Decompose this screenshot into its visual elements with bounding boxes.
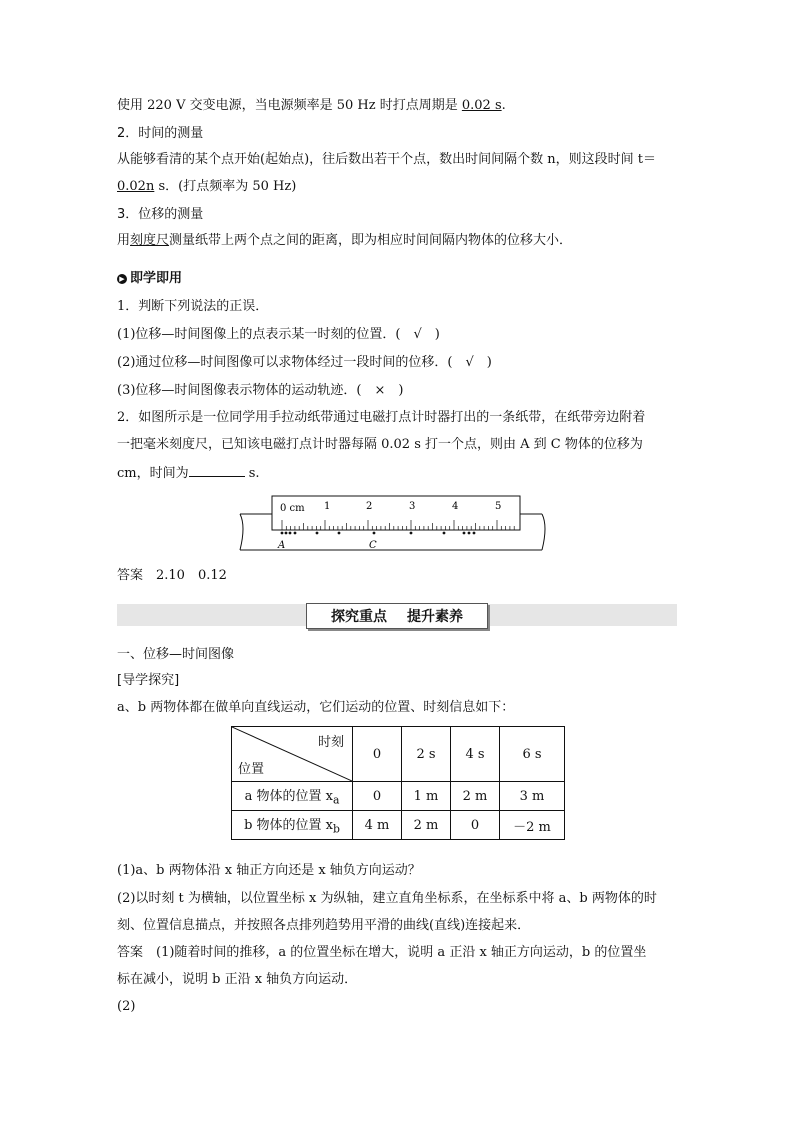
- part1-q2-line1: (2)以时刻 t 为横轴，以位置坐标 x 为纵轴，建立直角坐标系，在坐标系中将 a、b 两物体的时: [117, 891, 657, 906]
- part1-answer-line2: 标在减小，说明 b 正沿 x 轴负方向运动．: [117, 972, 358, 987]
- time-header-1: 2 s: [402, 727, 451, 782]
- part1-answer-line1: 答案 (1)随着时间的推移，a 的位置坐标在增大，说明 a 正沿 x 轴正方向运动，b 的位置坐: [117, 945, 647, 960]
- point-a-label: A: [278, 540, 286, 551]
- row-a-label-text: a 物体的位置 x: [244, 789, 333, 805]
- apply-q2-line3: [117, 464, 260, 483]
- time-header-2: 4 s: [451, 727, 500, 782]
- apply-heading: [117, 270, 182, 288]
- time-header-0: 0: [353, 727, 402, 782]
- q2-line3-post: s.: [248, 466, 260, 481]
- apply-title: 即学即用: [130, 271, 183, 286]
- part1-answer-line3: (2): [117, 999, 136, 1014]
- row-a-val-0: 0: [353, 782, 402, 811]
- tape-dots: [281, 532, 476, 535]
- row-a-sub: a: [332, 793, 340, 807]
- corner-time: 时刻: [317, 735, 344, 750]
- section-3-line: [117, 232, 572, 250]
- apply-q1-1: (1)位移—时间图像上的点表示某一时刻的位置．( √ ): [117, 327, 440, 342]
- row-b-val-1: 2 m: [402, 811, 451, 840]
- row-a-val-3: 3 m: [500, 782, 565, 811]
- position-time-table: [231, 726, 565, 840]
- time-header-3: 6 s: [500, 727, 565, 782]
- corner-position: 位置: [238, 762, 265, 777]
- ruler-label-0: 0 cm: [280, 503, 305, 514]
- apply-q2-line1: 2．如图所示是一位同学用手拉动纸带通过电磁打点计时器打出的一条纸带，在纸带旁边附着: [117, 410, 646, 425]
- play-icon: ▶: [117, 274, 127, 284]
- apply-answer: 答案 2.10 0.12: [117, 568, 227, 583]
- intro-line: [117, 97, 506, 115]
- part1-q1: (1)a、b 两物体沿 x 轴正方向还是 x 轴负方向运动？: [117, 863, 421, 878]
- section-3-post: 测量纸带上两个点之间的距离，即为相应时间间隔内物体的位移大小．: [169, 233, 573, 248]
- intro-period: .: [501, 98, 506, 113]
- section-banner: [306, 603, 488, 629]
- table-corner-cell: [232, 727, 353, 782]
- row-b-sub: b: [332, 822, 340, 836]
- banner-right-text: 提升素养: [407, 609, 463, 625]
- row-a-val-2: 2 m: [451, 782, 500, 811]
- ruler-label-2: 2: [366, 501, 373, 512]
- section-2-tail: s．(打点频率为 50 Hz): [154, 179, 297, 194]
- row-b-val-3: －2 m: [500, 811, 565, 840]
- point-c-label: C: [369, 540, 377, 551]
- ruler-label-5: 5: [495, 501, 502, 512]
- section-2-line1: 从能够看清的某个点开始(起始点)，往后数出若干个点，数出时间间隔个数 n，则这段时间 t＝: [117, 152, 657, 167]
- ruler-label-4: 4: [452, 501, 459, 512]
- row-a-label: [232, 782, 353, 811]
- ruler-label-1: 1: [324, 501, 331, 512]
- apply-q2-line2: 一把毫米刻度尺，已知该电磁打点计时器每隔 0.02 s 打一个点，则由 A 到 C 物体的位移为: [117, 437, 643, 452]
- ruler-label-3: 3: [409, 501, 416, 512]
- section-2-line2: [117, 178, 296, 196]
- apply-q1: 1．判断下列说法的正误．: [117, 299, 269, 314]
- table-row-a: [232, 782, 565, 811]
- section-3-title: 3．位移的测量: [117, 207, 204, 222]
- part1-title: 一、位移—时间图像: [117, 647, 235, 662]
- q2-line3-pre: cm，时间为: [117, 466, 189, 481]
- table-row-b: [232, 811, 565, 840]
- row-b-label-text: b 物体的位置 x: [244, 818, 333, 834]
- apply-q1-2: (2)通过位移—时间图像可以求物体经过一段时间的位移．( √ ): [117, 355, 492, 370]
- part1-q2-line2: 刻、位置信息描点，并按照各点排列趋势用平滑的曲线(直线)连接起来．: [117, 918, 531, 933]
- intro-answer: 0.02 s: [461, 98, 502, 113]
- row-b-val-0: 4 m: [353, 811, 402, 840]
- section-3-tool: 刻度尺: [130, 233, 170, 248]
- part1-guide: [导学探究]: [117, 673, 180, 688]
- row-b-val-2: 0: [451, 811, 500, 840]
- section-2-answer: 0.02n: [117, 179, 155, 194]
- apply-q1-3: (3)位移—时间图像表示物体的运动轨迹．( × ): [117, 383, 404, 398]
- section-2-title: 2．时间的测量: [117, 126, 204, 141]
- banner-left-text: 探究重点: [331, 609, 387, 625]
- intro-text: 使用 220 V 交变电源，当电源频率是 50 Hz 时打点周期是: [117, 98, 458, 113]
- ruler-tape-figure: [238, 492, 550, 554]
- row-a-val-1: 1 m: [402, 782, 451, 811]
- row-b-label: [232, 811, 353, 840]
- answer-blank: [189, 464, 245, 477]
- section-3-pre: 用: [117, 233, 131, 248]
- part1-desc: a、b 两物体都在做单向直线运动，它们运动的位置、时刻信息如下：: [117, 700, 515, 715]
